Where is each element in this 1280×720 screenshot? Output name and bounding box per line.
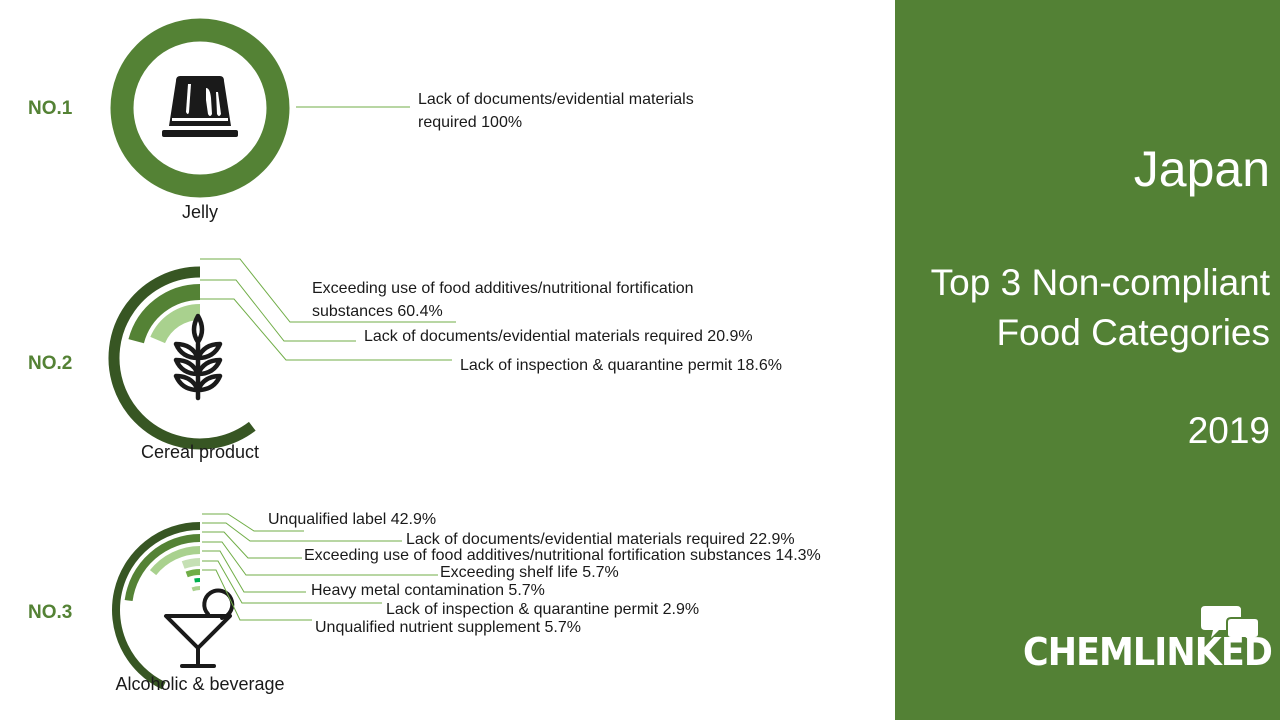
data-label-3-4: Exceeding shelf life 5.7% xyxy=(440,564,619,581)
data-label-2-1: Exceeding use of food additives/nutritional fortification substances 60.4% xyxy=(312,280,694,320)
data-label-3-2: Lack of documents/evidential materials required 22.9% xyxy=(406,531,795,548)
leader-line-3-7 xyxy=(202,570,312,620)
brand-logo: CHEMLINKED xyxy=(1023,630,1272,674)
country-title: Japan xyxy=(1133,141,1270,197)
leader-line-3-5 xyxy=(202,551,306,592)
year-label: 2019 xyxy=(1187,410,1270,451)
category-label-3: Alcoholic & beverage xyxy=(115,674,285,694)
data-label-1-1: Lack of documents/evidential materials required 100% xyxy=(418,91,694,131)
rank-label-1: NO.1 xyxy=(28,98,73,119)
category-label-2: Cereal product xyxy=(140,442,260,462)
data-label-3-3: Exceeding use of food additives/nutritional fortification substances 14.3% xyxy=(304,547,821,564)
data-label-3-6: Lack of inspection & quarantine permit 2.9% xyxy=(386,601,700,618)
data-label-3-7: Unqualified nutrient supplement 5.7% xyxy=(315,619,581,636)
data-label-2-3: Lack of inspection & quarantine permit 18.6% xyxy=(460,357,782,374)
rank-label-2: NO.2 xyxy=(28,353,73,374)
category-label-1: Jelly xyxy=(181,202,218,222)
chart-headline: Top 3 Non-compliant Food Categories xyxy=(930,262,1270,353)
leader-line-3-3 xyxy=(202,532,302,558)
rank-label-3: NO.3 xyxy=(28,602,73,623)
data-label-2-2: Lack of documents/evidential materials required 20.9% xyxy=(364,328,753,345)
title-panel xyxy=(895,0,1280,720)
data-label-3-1: Unqualified label 42.9% xyxy=(268,511,437,528)
data-label-3-5: Heavy metal contamination 5.7% xyxy=(311,582,545,599)
